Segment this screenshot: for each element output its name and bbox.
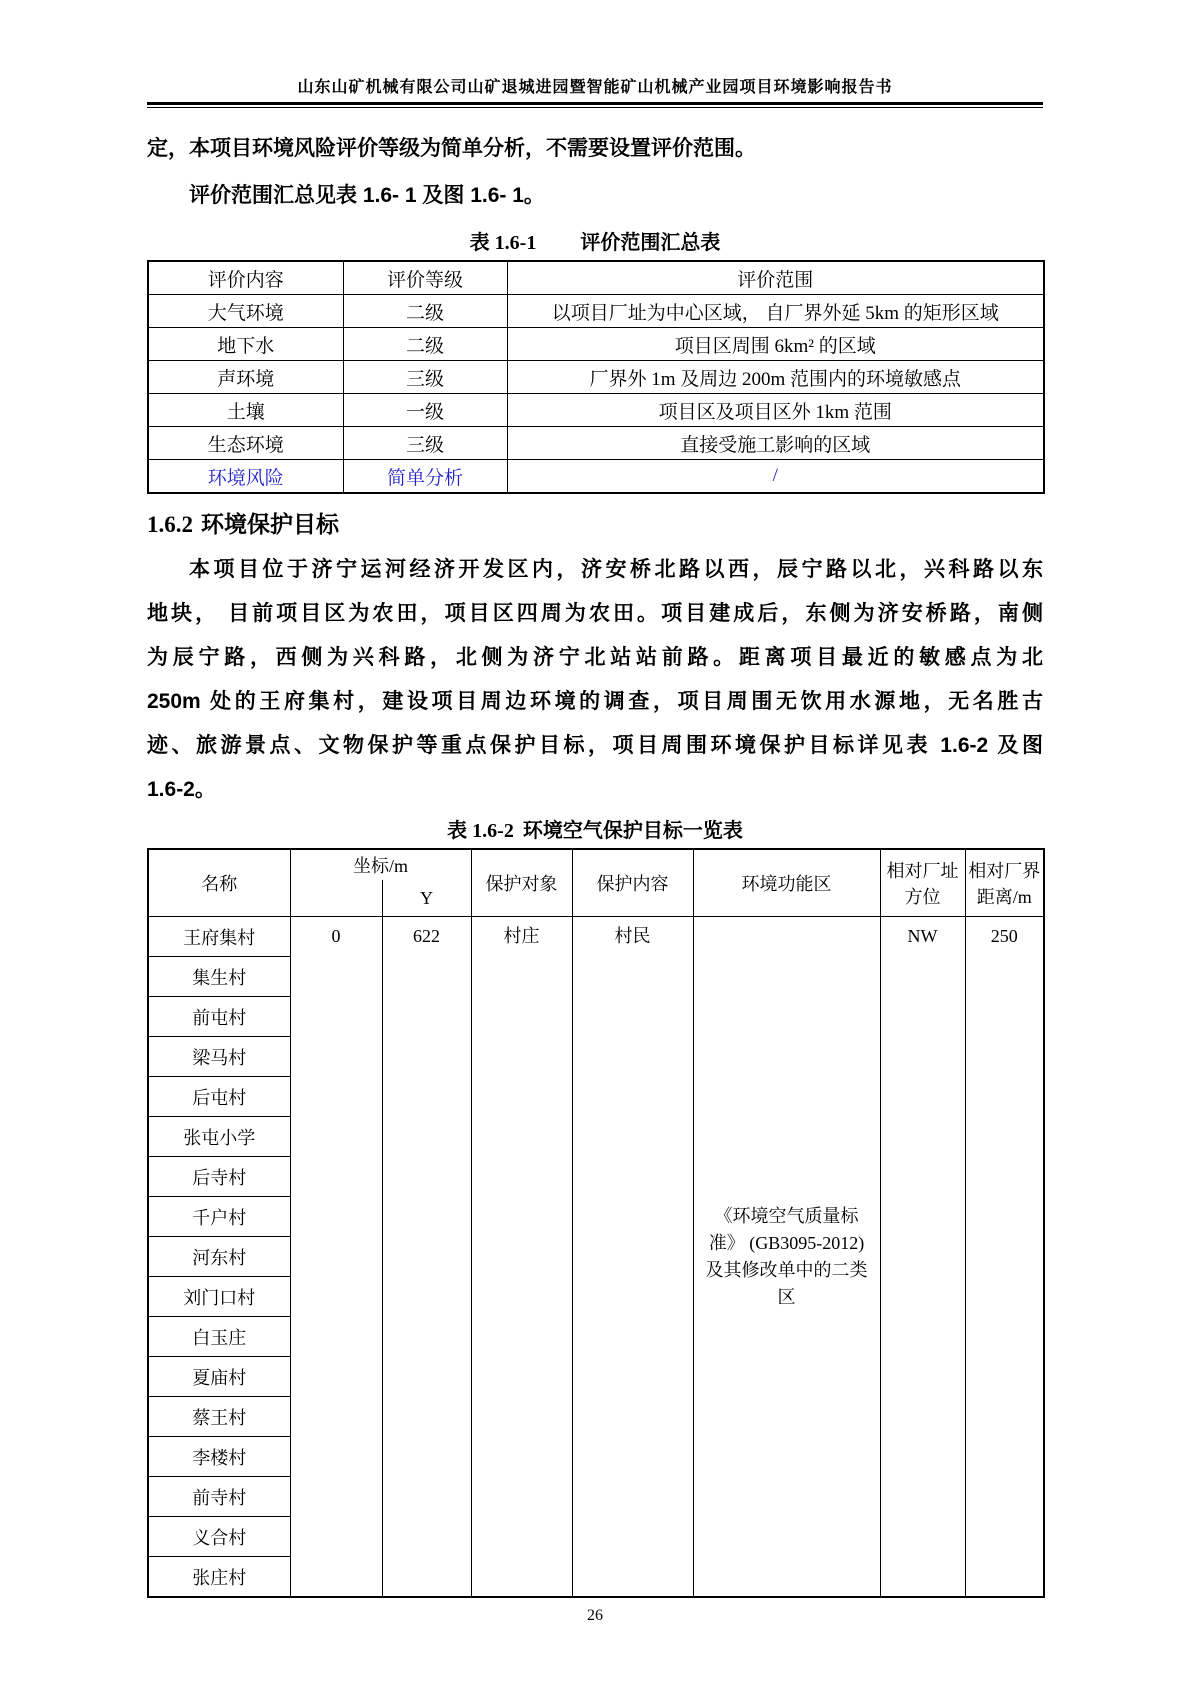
cell-eval-level: 三级 [343, 361, 507, 394]
table-header-row [148, 849, 1044, 880]
cell-eval-scope: 项目区及项目区外 1km 范围 [507, 394, 1044, 427]
cell-eval-content: 声环境 [148, 361, 343, 394]
cell-eval-scope: / [507, 460, 1044, 494]
table-1-caption-title: 评价范围汇总表 [580, 232, 721, 254]
cell-protect-content: 村民 [572, 917, 693, 1598]
col-header-eval-content: 评价内容 [148, 261, 343, 295]
col-header-protect-object: 保护对象 [471, 849, 572, 917]
cell-village-name: 后寺村 [148, 1157, 290, 1197]
intro-paragraph-2: 评价范围汇总见表 1.6- 1 及图 1.6- 1。 [189, 184, 545, 207]
air-protection-table [147, 848, 1045, 1598]
section-number: 1.6.2 [147, 512, 193, 537]
cell-village-name: 刘门口村 [148, 1277, 290, 1317]
table-header-row [148, 261, 1044, 295]
protection-target-paragraph [147, 548, 1043, 812]
cell-village-name: 千户村 [148, 1197, 290, 1237]
cell-eval-scope: 直接受施工影响的区域 [507, 427, 1044, 460]
paragraph-line: 250m 处的王府集村，建设项目周边环境的调查，项目周围无饮用水源地，无名胜古 [147, 690, 1043, 713]
cell-protect-object: 村庄 [471, 917, 572, 1598]
cell-direction: NW [880, 917, 965, 1598]
paragraph-line: 迹、旅游景点、文物保护等重点保护目标，项目周围环境保护目标详见表 1.6-2 及图 [147, 734, 1043, 757]
cell-eval-scope: 项目区周围 6km² 的区域 [507, 328, 1044, 361]
cell-eval-content: 地下水 [148, 328, 343, 361]
col-header-direction: 相对厂址方位 [880, 849, 965, 917]
cell-coordinate-y: 622 [382, 917, 471, 1598]
cell-village-name: 张屯小学 [148, 1117, 290, 1157]
cell-eval-level: 二级 [343, 328, 507, 361]
cell-village-name: 蔡王村 [148, 1397, 290, 1437]
cell-village-name: 夏庙村 [148, 1357, 290, 1397]
cell-eval-level: 三级 [343, 427, 507, 460]
col-header-env-zone: 环境功能区 [693, 849, 880, 917]
col-header-protect-content: 保护内容 [572, 849, 693, 917]
header-divider [147, 102, 1043, 108]
section-heading-1-6-2 [147, 506, 1043, 539]
table-row [148, 328, 1044, 361]
cell-eval-content: 环境风险 [148, 460, 343, 494]
table-row [148, 427, 1044, 460]
cell-coordinate-x: 0 [290, 917, 382, 1598]
paragraph-line: 1.6-2。 [147, 778, 216, 801]
col-header-distance: 相对厂界距离/m [965, 849, 1044, 917]
cell-village-name: 王府集村 [148, 917, 290, 957]
col-header-coordinates: 坐标/m [290, 849, 471, 880]
intro-paragraph-1: 定，本项目环境风险评价等级为简单分析，不需要设置评价范围。 [147, 137, 756, 160]
scope-summary-table [147, 260, 1045, 494]
cell-village-name: 河东村 [148, 1237, 290, 1277]
cell-village-name: 张庄村 [148, 1557, 290, 1598]
cell-eval-level: 一级 [343, 394, 507, 427]
running-head-title: 山东山矿机械有限公司山矿退城进园暨智能矿山机械产业园项目环境影响报告书 [297, 79, 893, 96]
cell-village-name: 李楼村 [148, 1437, 290, 1477]
col-subheader-x [290, 880, 382, 917]
cell-village-name: 义合村 [148, 1517, 290, 1557]
table-row-environmental-risk [148, 460, 1044, 494]
paragraph-line: 地块， 目前项目区为农田，项目区四周为农田。项目建成后，东侧为济安桥路，南侧 [147, 602, 1043, 625]
cell-eval-level: 二级 [343, 295, 507, 328]
col-header-eval-scope: 评价范围 [507, 261, 1044, 295]
cell-eval-content: 生态环境 [148, 427, 343, 460]
table-row [148, 295, 1044, 328]
table-1-caption [147, 226, 1043, 255]
table-row [148, 917, 1044, 957]
cell-village-name: 前寺村 [148, 1477, 290, 1517]
table-row [148, 361, 1044, 394]
cell-eval-scope: 厂界外 1m 及周边 200m 范围内的环境敏感点 [507, 361, 1044, 394]
cell-eval-content: 大气环境 [148, 295, 343, 328]
paragraph-line: 为辰宁路，西侧为兴科路，北侧为济宁北站站前路。距离项目最近的敏感点为北 [147, 646, 1043, 669]
table-1-caption-label: 表 1.6-1 [469, 232, 537, 254]
table-2-caption-label: 表 1.6-2 [447, 820, 514, 842]
cell-village-name: 白玉庄 [148, 1317, 290, 1357]
table-2-caption-title: 环境空气保护目标一览表 [522, 820, 743, 842]
table-2-caption [147, 814, 1043, 843]
cell-village-name: 后屯村 [148, 1077, 290, 1117]
cell-village-name: 梁马村 [148, 1037, 290, 1077]
page-content [147, 0, 1043, 1625]
paragraph-line: 本项目位于济宁运河经济开发区内，济安桥北路以西，辰宁路以北，兴科路以东 [189, 558, 1043, 581]
table-row [148, 394, 1044, 427]
section-title: 环境保护目标 [201, 512, 339, 537]
col-subheader-y: Y [382, 880, 471, 917]
cell-distance: 250 [965, 917, 1044, 1598]
page-number: 26 [587, 1607, 603, 1624]
col-header-eval-level: 评价等级 [343, 261, 507, 295]
cell-village-name: 集生村 [148, 957, 290, 997]
cell-village-name: 前屯村 [148, 997, 290, 1037]
cell-eval-level: 简单分析 [343, 460, 507, 494]
col-header-name: 名称 [148, 849, 290, 917]
cell-eval-content: 土壤 [148, 394, 343, 427]
cell-env-zone: 《环境空气质量标准》 (GB3095-2012) 及其修改单中的二类区 [693, 917, 880, 1598]
cell-eval-scope: 以项目厂址为中心区域， 自厂界外延 5km 的矩形区域 [507, 295, 1044, 328]
